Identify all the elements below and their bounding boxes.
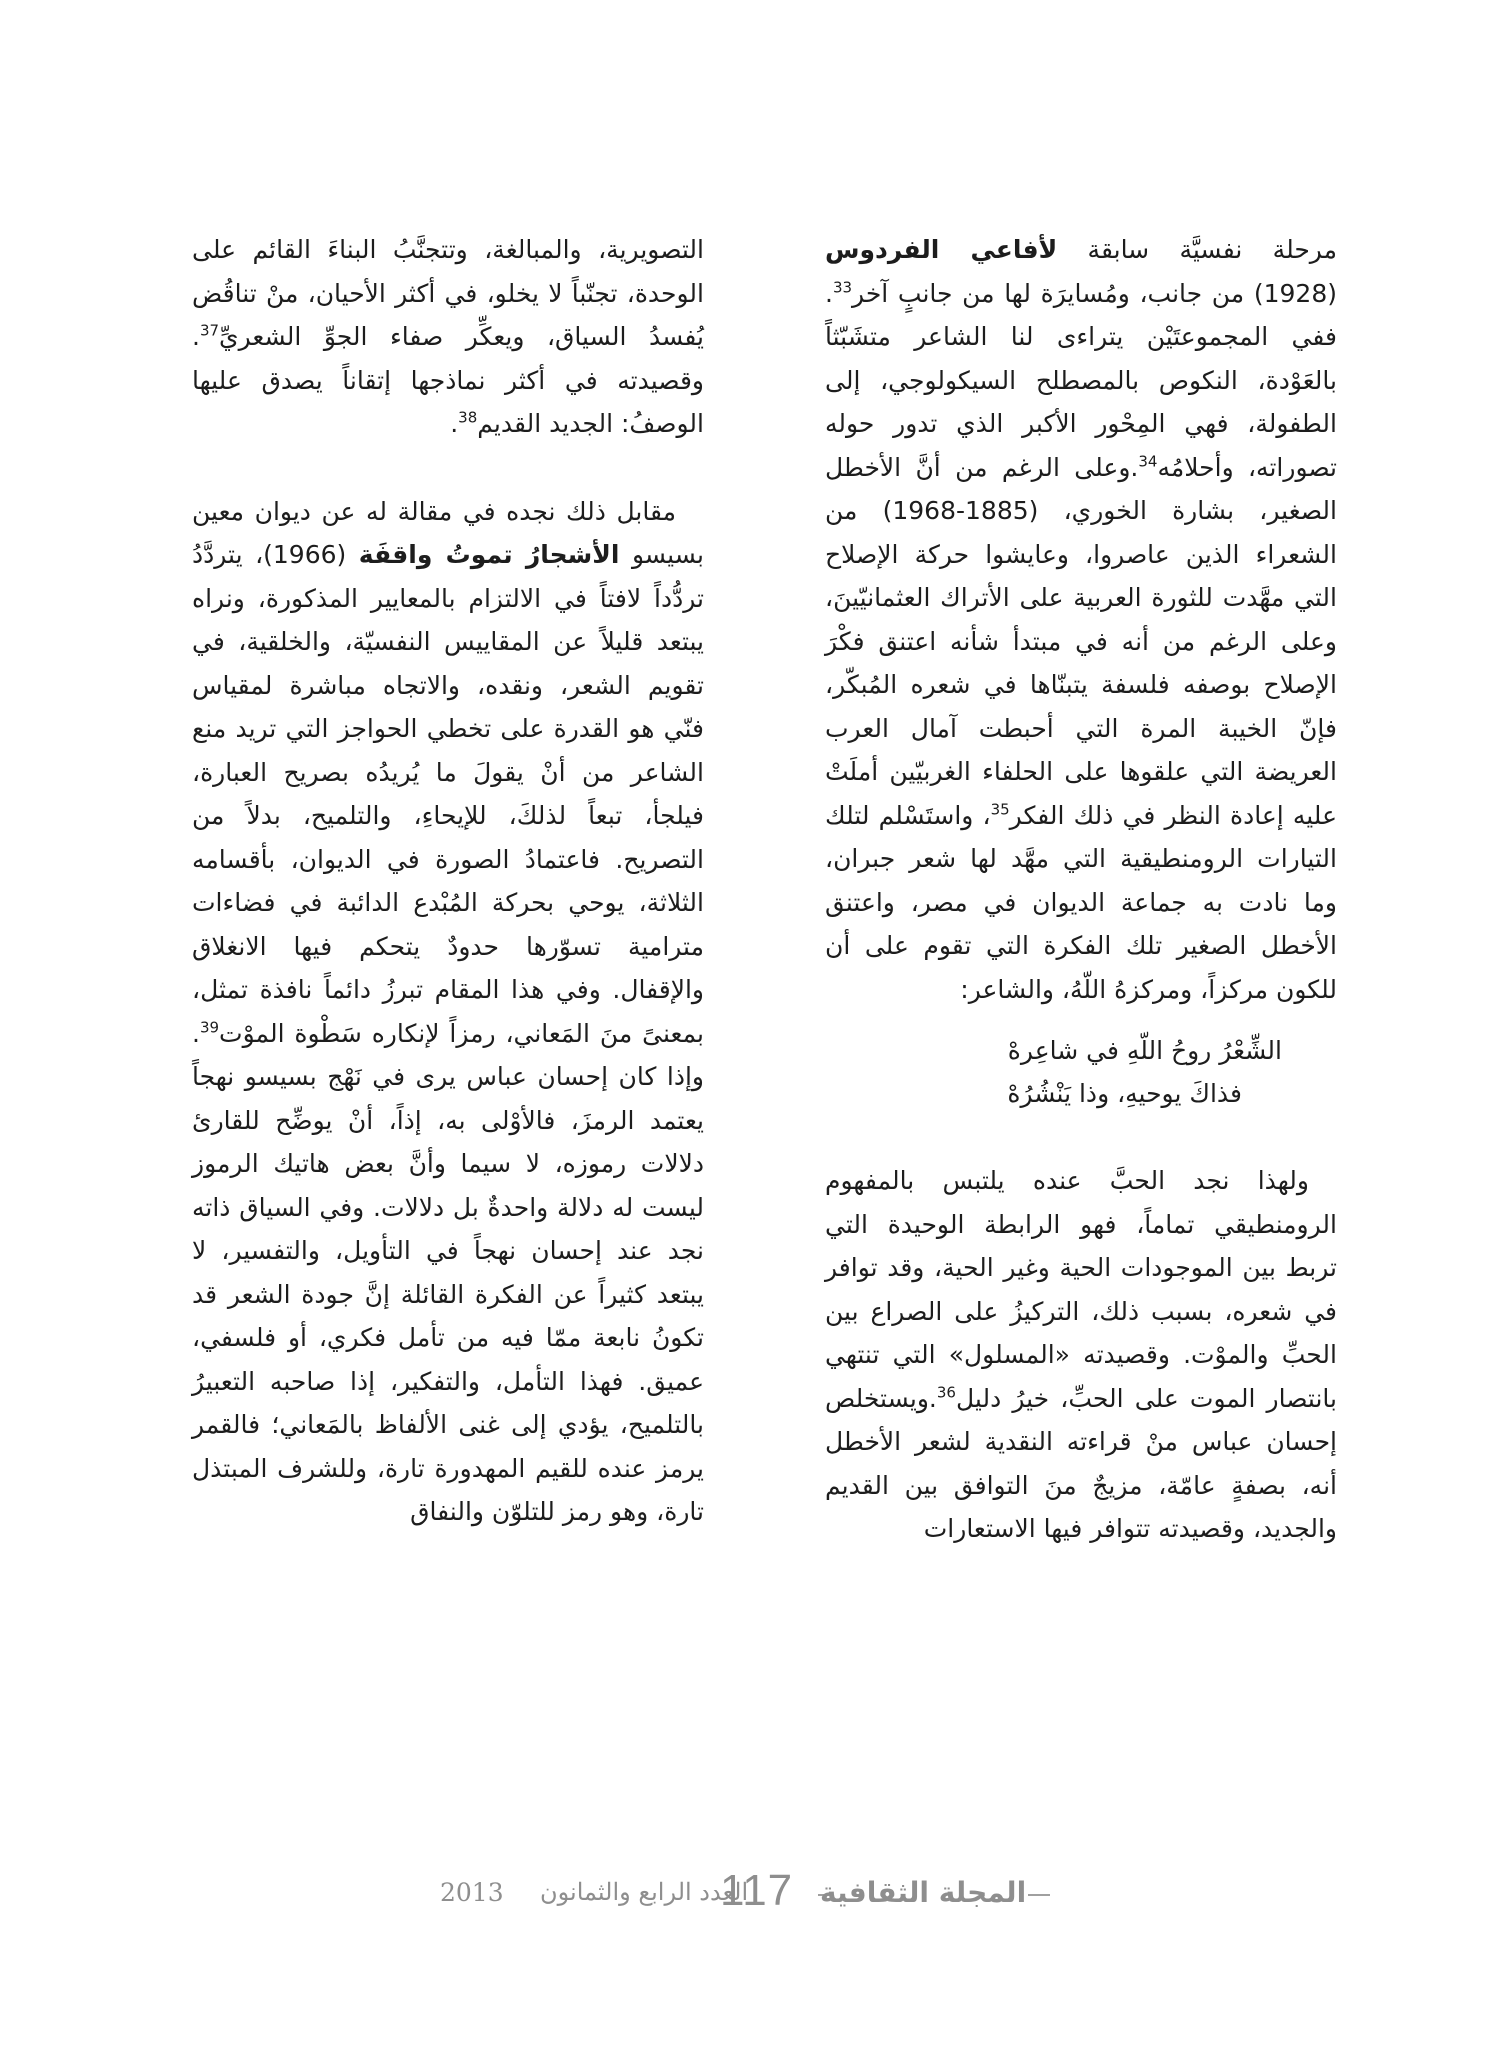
footnote-ref: 34 [1138, 452, 1158, 471]
book-title: الأشجارُ تموتُ واقفَة [358, 540, 620, 569]
page-number: 117 [720, 1866, 794, 1915]
paragraph: التصويرية، والمبالغة، وتتجنَّبُ البناءَ القائم على الوحدة، تجنّباً لا يخلو، في أكثر الأحيان، منْ تناقُض يُفسدُ السياق، ويعكِّر صفاء الجوِّ الشعريِّ$^{37}$. وقصيدته في أكثر نماذجها إتقاناً يصدق عليها الوصفُ: الجديد القديم$^{38}$. [192, 235, 704, 438]
verse-line: فذاكَ يوحيهِ، وذا يَنْشُرُهْ [1007, 1079, 1242, 1108]
footer-issue: العدد الرابع والثمانون [540, 1878, 749, 1906]
footnote-ref: 35 [990, 800, 1010, 819]
footer-rule [1028, 1894, 1050, 1896]
paragraph: ولهذا نجد الحبَّ عنده يلتبس بالمفهوم الرومنطيقي تماماً، فهو الرابطة الوحيدة التي تربط بين الموجودات الحية وغير الحية، وقد توافر في شعره، بسبب ذلك، التركيزُ على الصراع بين الحبِّ والموْت. وقصيدته «المسلول» التي تنتهي بانتصار الموت على الحبِّ، خيرُ دليل$^{36}$.ويستخلص إحسان عباس منْ قراءته النقدية لشعر الأخطل أنه، بصفةٍ عامّة، مزيجٌ منَ التوافق بين القديم والجديد، وقصيدته تتوافر فيها الاستعارات [825, 1166, 1337, 1543]
footnote-ref: 37 [199, 321, 220, 340]
footnote-ref: 36 [936, 1383, 956, 1402]
footer-year: 2013 [440, 1878, 504, 1907]
verse [825, 1029, 1337, 1115]
footnote-ref: 33 [832, 278, 853, 297]
paragraph: مقابل ذلك نجده في مقالة له عن ديوان معين بسيسو الأشجارُ تموتُ واقفَة (1966)، يتردَّدُ تردُّداً لافتاً في الالتزام بالمعايير المذكورة، ونراه يبتعد قليلاً عن المقاييس النفسيّة، والخلقية، في تقويم الشعر، ونقده، والاتجاه مباشرة لمقياس فنّي هو القدرة على تخطي الحواجز التي تريد منع الشاعر من أنْ يقولَ ما يُريدُه بصريح العبارة، فيلجأ، تبعاً لذلكَ، للإيحاءِ، والتلميح، بدلاً من التصريح. فاعتمادُ الصورة في الديوان، بأقسامه الثلاثة، يوحي بحركة المُبْدع الدائبة في فضاءات مترامية تسوّرها حدودٌ يتحكم فيها الانغلاق والإقفال. وفي هذا المقام تبرزُ دائماً نافذة تمثل، بمعنىً منَ المَعاني، رمزاً لإنكاره سَطْوة الموْت$^{39}$. وإذا كان إحسان عباس يرى في نَهْج بسيسو نهجاً يعتمد الرمزَ، فالأوْلى به، إذاً، أنْ يوضِّح للقارئ دلالات رموزه، لا سيما وأنَّ بعض هاتيك الرموز ليست له دلالة واحدةٌ بل دلالات. وفي السياق ذاته نجد عند إحسان نهجاً في التأويل، والتفسير، لا يبتعد كثيراً عن الفكرة القائلة إنَّ جودة الشعر قد تكونُ نابعة ممّا فيه من تأمل فكري، أو فلسفي، عميق. فهذا التأمل، والتفكير، إذا صاحبه التعبيرُ بالتلميح، يؤدي إلى غنى الألفاظ بالمَعاني؛ فالقمر يرمز عنده للقيم المهدورة تارة، وللشرف المبتذل تارة، وهو رمز للتلوّن والنفاق [192, 496, 704, 1526]
paragraph: مرحلة نفسيَّة سابقة لأفاعي الفردوس (1928) من جانب، ومُسايرَة لها من جانبٍ آخر$^{33}$. ففي المجموعتَيْن يتراءى لنا الشاعر متشَبّثاً بالعَوْدة، النكوص بالمصطلح السيكولوجي، إلى الطفولة، فهي المِحْور الأكبر الذي تدور حوله تصوراته، وأحلامُه$^{34}$.وعلى الرغم من أنَّ الأخطل الصغير، بشارة الخوري، (1885-1968) من الشعراء الذين عاصروا، وعايشوا حركة الإصلاح التي مهَّدت للثورة العربية على الأتراك العثمانيّينَ، وعلى الرغم من أنه في مبتدأ شأنه اعتنق فكْرَ الإصلاح بوصفه فلسفة يتبنّاها في شعره المُبكّر، فإنّ الخيبة المرة التي أحبطت آمال العرب العريضة التي علقوها على الحلفاء الغربيّين أملَتْ عليه إعادة النظر في ذلك الفكر$^{35}$، واستَسْلم لتلك التيارات الرومنطيقية التي مهَّد لها شعر جبران، وما نادت به جماعة الديوان في مصر، واعتنق الأخطل الصغير تلك الفكرة التي تقوم على أن للكون مركزاً، ومركزهُ اللّهُ، والشاعر: [825, 235, 1337, 1004]
right-column [825, 228, 1337, 1551]
verse-line: الشِّعْرُ روحُ اللّهِ في شاعِرهْ [1007, 1036, 1282, 1065]
footnote-ref: 38 [458, 408, 478, 427]
journal-name: المجلة الثقافية [820, 1876, 1027, 1909]
book-title: لأفاعي الفردوس [825, 235, 1058, 264]
footnote-ref: 39 [199, 1018, 220, 1037]
left-column [192, 228, 704, 1534]
page-footer [0, 1866, 1497, 1915]
